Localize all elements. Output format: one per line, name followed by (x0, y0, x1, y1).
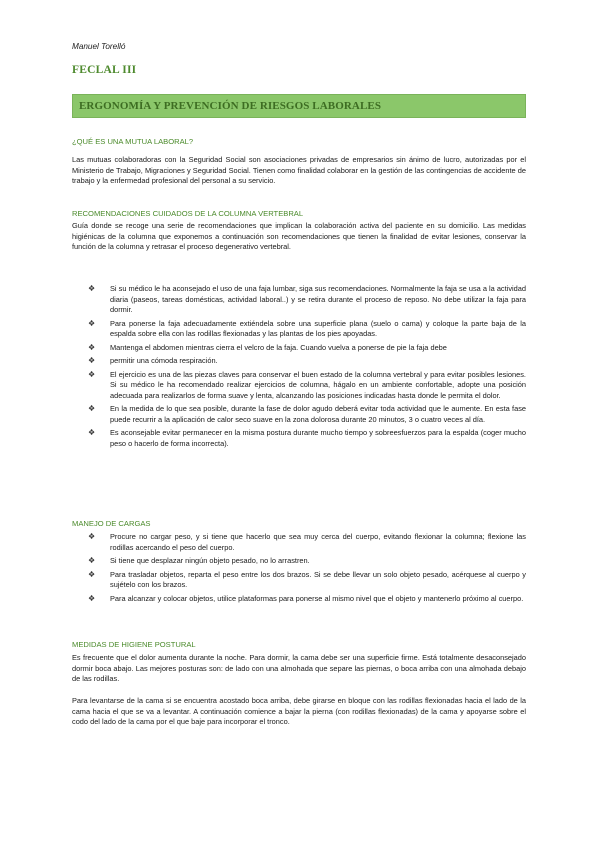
list-item: ❖ Procure no cargar peso, y si tiene que hacerlo que sea muy cerca del cuerpo, evitando flexionar la columna; flexione las rodillas acercando el peso del cuerpo. (88, 532, 526, 552)
paragraph-higiene-2: Para levantarse de la cama si se encuentra acostado boca arriba, debe girarse en bloque con las rodillas flexionadas hacia el lado de la cama hacia el que se va a levantar. A continuación comience a bajar la pierna (con rodillas flexionadas) de la cama y apoyarse sobre el codo del lado de la cama por el que baje para incorporar el tronco. (72, 696, 526, 726)
heading-cargas: MANEJO DE CARGAS (72, 519, 151, 528)
diamond-bullet-icon: ❖ (88, 556, 96, 565)
list-item: ❖ Mantenga el abdomen mientras cierra el velcro de la faja. Cuando vuelva a ponerse de pie la faja debe (88, 342, 447, 352)
document-title: FECLAL III (72, 64, 137, 76)
diamond-bullet-icon: ❖ (88, 569, 96, 579)
list-item: ❖ En la medida de lo que sea posible, durante la fase de dolor agudo deberá evitar toda actividad que le aumente. En esta fase puede recurrir a la aplicación de calor seco suave en la zona dolorosa durante 20 minutos, 3 o cuatro veces al día. (88, 404, 526, 424)
topic-banner (72, 94, 526, 118)
heading-higiene: MEDIDAS DE HIGIENE POSTURAL (72, 640, 196, 649)
diamond-bullet-icon: ❖ (88, 593, 96, 603)
diamond-bullet-icon: ❖ (88, 404, 96, 413)
list-item: ❖ Para alcanzar y colocar objetos, utilice plataformas para ponerse al mismo nivel que el objeto y mantenerlo próximo al cuerpo. (88, 593, 524, 603)
list-cargas (88, 532, 526, 607)
list-item: ❖ El ejercicio es una de las piezas claves para conservar el buen estado de la columna vertebral y para evitar posibles lesiones. Si su médico le ha recomendado realizar ejercicios de columna, hágalo en un ambiente confortable, adopte una posición adecuada para realizarlos de forma suave y lenta, alcanzando las posiciones indicadas hasta donde le permita el dolor. (88, 369, 526, 400)
author-header: Manuel Torelló (72, 42, 126, 51)
list-item: ❖ Es aconsejable evitar permanecer en la misma postura durante mucho tiempo y sobreesfuerzos para la espalda (coger mucho peso o hacerlo de forma incorrecta). (88, 428, 526, 448)
list-item: ❖ Para trasladar objetos, reparta el peso entre los dos brazos. Si se debe llevar un solo objeto pesado, acérquese al cuerpo y sujételo con los brazos. (88, 569, 526, 589)
list-item: ❖ Para ponerse la faja adecuadamente extiéndela sobre una superficie plana (suelo o cama) y coloque la parte baja de la espalda sobre ella con las rodillas flexionadas y las plantas de los pies apoyadas. (88, 318, 526, 338)
list-item: ❖ Si tiene que desplazar ningún objeto pesado, no lo arrastren. (88, 556, 310, 565)
heading-mutua: ¿QUÉ ES UNA MUTUA LABORAL? (72, 137, 194, 146)
paragraph-higiene-1: Es frecuente que el dolor aumenta durante la noche. Para dormir, la cama debe ser una superficie firme. Está totalmente desaconsejado dormir boca abajo. Las mejores posturas son: de lado con una almohada que separe las piernas, o boca arriba con una almohada debajo de las rodillas. (72, 653, 526, 683)
diamond-bullet-icon: ❖ (88, 428, 96, 437)
paragraph-columna: Guía donde se recoge una serie de recomendaciones que implican la colaboración activa del paciente en su domicilio. Las medidas higiénicas de la columna que exponemos a continuación son recomendaciones que tienen la finalidad de evitar lesiones, conservar la función de la columna y retrasar el proceso degenerativo vertebral. (72, 221, 526, 251)
list-item: ❖ Si su médico le ha aconsejado el uso de una faja lumbar, siga sus recomendaciones. Normalmente la faja se usa a la actividad diaria (paseos, tareas domésticas, actividad laboral..) y se retira durante el proceso de reposo. No debe utilizar la faja para dormir. (88, 284, 526, 314)
diamond-bullet-icon: ❖ (88, 318, 96, 328)
diamond-bullet-icon: ❖ (88, 369, 96, 379)
diamond-bullet-icon: ❖ (88, 284, 96, 293)
list-item: ❖ permitir una cómoda respiración. (88, 356, 218, 365)
banner-text: ERGONOMÍA Y PREVENCIÓN DE RIESGOS LABORALES (79, 100, 382, 112)
paragraph-mutua: Las mutuas colaboradoras con la Seguridad Social son asociaciones privadas de empresarios sin ánimo de lucro, autorizadas por el Ministerio de Trabajo, Migraciones y Seguridad Social. Tienen como finalidad colaborar en la gestión de las contingencias de accidente de trabajo y la enfermedad profesional del personal a su servicio. (72, 155, 526, 185)
diamond-bullet-icon: ❖ (88, 342, 96, 352)
list-columna (88, 284, 526, 452)
diamond-bullet-icon: ❖ (88, 532, 96, 541)
heading-columna: RECOMENDACIONES CUIDADOS DE LA COLUMNA VERTEBRAL (72, 209, 304, 218)
diamond-bullet-icon: ❖ (88, 356, 96, 365)
